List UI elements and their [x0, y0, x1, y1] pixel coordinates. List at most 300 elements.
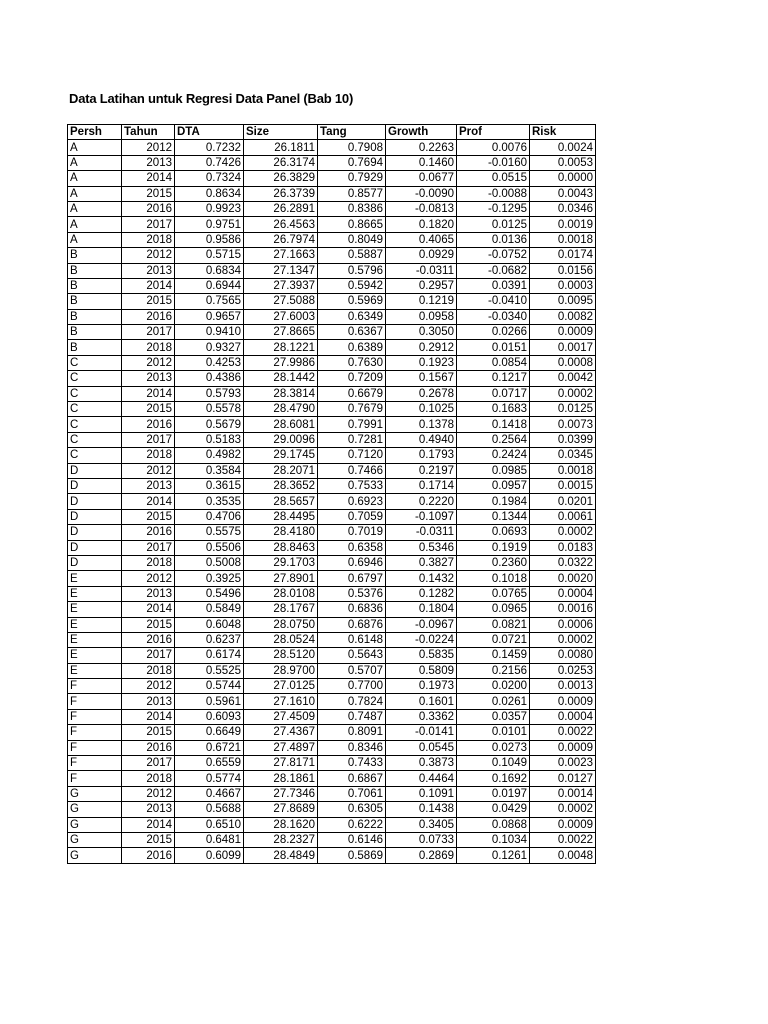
- cell-tahun: 2015: [122, 725, 175, 740]
- cell-dta: 0.7324: [175, 171, 244, 186]
- cell-persh: B: [68, 340, 122, 355]
- cell-tahun: 2015: [122, 617, 175, 632]
- cell-risk: 0.0008: [530, 355, 596, 370]
- cell-size: 27.7346: [244, 786, 318, 801]
- cell-growth: -0.0813: [386, 201, 457, 216]
- cell-growth: 0.3050: [386, 325, 457, 340]
- cell-growth: 0.3827: [386, 555, 457, 570]
- table-row: [68, 571, 596, 586]
- cell-persh: C: [68, 371, 122, 386]
- cell-size: 27.1610: [244, 694, 318, 709]
- table-row: [68, 555, 596, 570]
- cell-prof: 0.0125: [457, 217, 530, 232]
- cell-growth: 0.1820: [386, 217, 457, 232]
- table-row: [68, 679, 596, 694]
- cell-tahun: 2012: [122, 463, 175, 478]
- table-row: [68, 786, 596, 801]
- cell-tahun: 2016: [122, 632, 175, 647]
- cell-size: 29.1703: [244, 555, 318, 570]
- cell-growth: 0.1973: [386, 679, 457, 694]
- cell-size: 28.1620: [244, 817, 318, 832]
- cell-growth: 0.2678: [386, 386, 457, 401]
- cell-prof: 0.0200: [457, 679, 530, 694]
- cell-risk: 0.0009: [530, 740, 596, 755]
- cell-tahun: 2012: [122, 248, 175, 263]
- table-row: [68, 294, 596, 309]
- cell-dta: 0.3615: [175, 478, 244, 493]
- cell-tang: 0.7120: [318, 448, 386, 463]
- cell-risk: 0.0002: [530, 632, 596, 647]
- cell-prof: 0.0357: [457, 709, 530, 724]
- cell-dta: 0.5008: [175, 555, 244, 570]
- cell-prof: -0.1295: [457, 201, 530, 216]
- cell-dta: 0.6559: [175, 756, 244, 771]
- cell-size: 28.4180: [244, 525, 318, 540]
- cell-persh: A: [68, 217, 122, 232]
- cell-growth: 0.3362: [386, 709, 457, 724]
- cell-growth: 0.4464: [386, 771, 457, 786]
- cell-prof: 0.0965: [457, 602, 530, 617]
- cell-size: 27.0125: [244, 679, 318, 694]
- cell-growth: 0.1438: [386, 802, 457, 817]
- cell-size: 26.3174: [244, 155, 318, 170]
- cell-risk: 0.0019: [530, 217, 596, 232]
- cell-growth: -0.0090: [386, 186, 457, 201]
- cell-size: 29.1745: [244, 448, 318, 463]
- cell-size: 28.0524: [244, 632, 318, 647]
- cell-risk: 0.0023: [530, 756, 596, 771]
- cell-persh: B: [68, 248, 122, 263]
- table-row: [68, 140, 596, 155]
- cell-prof: 0.0266: [457, 325, 530, 340]
- cell-size: 26.4563: [244, 217, 318, 232]
- cell-tang: 0.8049: [318, 232, 386, 247]
- cell-size: 28.1221: [244, 340, 318, 355]
- table-row: [68, 448, 596, 463]
- cell-dta: 0.5793: [175, 386, 244, 401]
- column-header-tahun: Tahun: [122, 125, 175, 140]
- column-header-tang: Tang: [318, 125, 386, 140]
- cell-size: 26.1811: [244, 140, 318, 155]
- cell-dta: 0.6721: [175, 740, 244, 755]
- cell-growth: 0.2263: [386, 140, 457, 155]
- table-row: [68, 371, 596, 386]
- cell-tang: 0.7487: [318, 709, 386, 724]
- cell-size: 28.4849: [244, 848, 318, 863]
- cell-tahun: 2014: [122, 386, 175, 401]
- cell-dta: 0.9657: [175, 309, 244, 324]
- cell-tang: 0.7209: [318, 371, 386, 386]
- cell-risk: 0.0399: [530, 432, 596, 447]
- cell-tang: 0.7059: [318, 509, 386, 524]
- cell-dta: 0.3584: [175, 463, 244, 478]
- cell-growth: 0.5346: [386, 540, 457, 555]
- cell-risk: 0.0018: [530, 463, 596, 478]
- cell-tang: 0.7533: [318, 478, 386, 493]
- cell-persh: D: [68, 478, 122, 493]
- table-row: [68, 802, 596, 817]
- cell-prof: 0.0957: [457, 478, 530, 493]
- cell-tang: 0.7991: [318, 417, 386, 432]
- cell-prof: 0.0429: [457, 802, 530, 817]
- table-row: [68, 155, 596, 170]
- cell-dta: 0.6048: [175, 617, 244, 632]
- cell-tang: 0.5707: [318, 663, 386, 678]
- cell-persh: F: [68, 771, 122, 786]
- document-title: Data Latihan untuk Regresi Data Panel (Bab 10): [69, 91, 354, 106]
- cell-growth: 0.1460: [386, 155, 457, 170]
- cell-size: 28.4790: [244, 402, 318, 417]
- cell-tang: 0.7700: [318, 679, 386, 694]
- table-row: [68, 355, 596, 370]
- cell-growth: 0.4940: [386, 432, 457, 447]
- cell-risk: 0.0174: [530, 248, 596, 263]
- table-row: [68, 171, 596, 186]
- table-row: [68, 832, 596, 847]
- cell-tahun: 2015: [122, 186, 175, 201]
- cell-tahun: 2014: [122, 171, 175, 186]
- cell-tahun: 2018: [122, 340, 175, 355]
- table-row: [68, 525, 596, 540]
- cell-dta: 0.8634: [175, 186, 244, 201]
- cell-tahun: 2017: [122, 217, 175, 232]
- cell-persh: D: [68, 540, 122, 555]
- cell-growth: -0.0967: [386, 617, 457, 632]
- cell-tahun: 2018: [122, 232, 175, 247]
- cell-risk: 0.0009: [530, 817, 596, 832]
- cell-risk: 0.0080: [530, 648, 596, 663]
- cell-tahun: 2015: [122, 509, 175, 524]
- table-row: [68, 756, 596, 771]
- table-row: [68, 402, 596, 417]
- cell-growth: 0.1923: [386, 355, 457, 370]
- cell-prof: 0.0985: [457, 463, 530, 478]
- cell-risk: 0.0017: [530, 340, 596, 355]
- cell-tang: 0.7630: [318, 355, 386, 370]
- cell-dta: 0.5961: [175, 694, 244, 709]
- table-row: [68, 494, 596, 509]
- cell-tang: 0.5869: [318, 848, 386, 863]
- table-row: [68, 848, 596, 863]
- column-header-prof: Prof: [457, 125, 530, 140]
- cell-growth: 0.2220: [386, 494, 457, 509]
- cell-tahun: 2013: [122, 155, 175, 170]
- cell-growth: -0.1097: [386, 509, 457, 524]
- cell-size: 28.4495: [244, 509, 318, 524]
- cell-size: 28.1767: [244, 602, 318, 617]
- table-row: [68, 602, 596, 617]
- cell-dta: 0.3925: [175, 571, 244, 586]
- cell-growth: 0.2912: [386, 340, 457, 355]
- cell-risk: 0.0127: [530, 771, 596, 786]
- cell-risk: 0.0004: [530, 709, 596, 724]
- cell-dta: 0.5774: [175, 771, 244, 786]
- cell-growth: 0.1378: [386, 417, 457, 432]
- cell-size: 27.3937: [244, 278, 318, 293]
- cell-risk: 0.0183: [530, 540, 596, 555]
- cell-tang: 0.7466: [318, 463, 386, 478]
- column-header-growth: Growth: [386, 125, 457, 140]
- cell-dta: 0.5575: [175, 525, 244, 540]
- cell-dta: 0.6834: [175, 263, 244, 278]
- cell-growth: 0.4065: [386, 232, 457, 247]
- cell-size: 26.3829: [244, 171, 318, 186]
- cell-tahun: 2016: [122, 848, 175, 863]
- cell-tang: 0.5796: [318, 263, 386, 278]
- column-header-size: Size: [244, 125, 318, 140]
- cell-size: 28.1861: [244, 771, 318, 786]
- table-row: [68, 709, 596, 724]
- table-row: [68, 648, 596, 663]
- cell-dta: 0.5506: [175, 540, 244, 555]
- table-row: [68, 586, 596, 601]
- cell-persh: E: [68, 617, 122, 632]
- cell-dta: 0.6093: [175, 709, 244, 724]
- cell-dta: 0.5578: [175, 402, 244, 417]
- cell-risk: 0.0346: [530, 201, 596, 216]
- cell-risk: 0.0024: [530, 140, 596, 155]
- cell-growth: 0.0958: [386, 309, 457, 324]
- cell-size: 28.6081: [244, 417, 318, 432]
- cell-tahun: 2017: [122, 756, 175, 771]
- cell-prof: 0.0273: [457, 740, 530, 755]
- cell-growth: 0.1793: [386, 448, 457, 463]
- cell-tahun: 2016: [122, 417, 175, 432]
- cell-dta: 0.7426: [175, 155, 244, 170]
- cell-prof: 0.0136: [457, 232, 530, 247]
- cell-tahun: 2016: [122, 740, 175, 755]
- cell-tahun: 2015: [122, 294, 175, 309]
- cell-risk: 0.0016: [530, 602, 596, 617]
- table-row: [68, 617, 596, 632]
- cell-growth: 0.1567: [386, 371, 457, 386]
- table-row: [68, 186, 596, 201]
- cell-size: 27.4367: [244, 725, 318, 740]
- cell-growth: 0.0677: [386, 171, 457, 186]
- cell-risk: 0.0322: [530, 555, 596, 570]
- cell-tang: 0.6148: [318, 632, 386, 647]
- cell-prof: 0.1049: [457, 756, 530, 771]
- cell-prof: 0.0197: [457, 786, 530, 801]
- cell-dta: 0.5679: [175, 417, 244, 432]
- cell-tahun: 2013: [122, 802, 175, 817]
- cell-dta: 0.6174: [175, 648, 244, 663]
- table-row: [68, 771, 596, 786]
- cell-risk: 0.0006: [530, 617, 596, 632]
- cell-growth: 0.1804: [386, 602, 457, 617]
- cell-prof: 0.1418: [457, 417, 530, 432]
- cell-persh: B: [68, 278, 122, 293]
- cell-tahun: 2013: [122, 478, 175, 493]
- cell-risk: 0.0253: [530, 663, 596, 678]
- cell-tang: 0.5969: [318, 294, 386, 309]
- cell-tang: 0.6305: [318, 802, 386, 817]
- table-row: [68, 478, 596, 493]
- cell-risk: 0.0345: [530, 448, 596, 463]
- cell-risk: 0.0000: [530, 171, 596, 186]
- cell-persh: G: [68, 802, 122, 817]
- table-row: [68, 817, 596, 832]
- cell-persh: G: [68, 786, 122, 801]
- cell-growth: 0.1025: [386, 402, 457, 417]
- cell-size: 26.7974: [244, 232, 318, 247]
- cell-persh: B: [68, 263, 122, 278]
- cell-tang: 0.7433: [318, 756, 386, 771]
- cell-tang: 0.7281: [318, 432, 386, 447]
- cell-tahun: 2014: [122, 817, 175, 832]
- cell-size: 28.3814: [244, 386, 318, 401]
- cell-tang: 0.8346: [318, 740, 386, 755]
- table-row: [68, 740, 596, 755]
- cell-size: 28.0750: [244, 617, 318, 632]
- table-row: [68, 263, 596, 278]
- cell-risk: 0.0053: [530, 155, 596, 170]
- cell-tang: 0.8665: [318, 217, 386, 232]
- cell-prof: 0.1919: [457, 540, 530, 555]
- table-row: [68, 340, 596, 355]
- cell-dta: 0.6481: [175, 832, 244, 847]
- cell-dta: 0.6649: [175, 725, 244, 740]
- cell-dta: 0.9327: [175, 340, 244, 355]
- cell-persh: G: [68, 832, 122, 847]
- cell-tang: 0.5942: [318, 278, 386, 293]
- cell-dta: 0.4386: [175, 371, 244, 386]
- table-row: [68, 632, 596, 647]
- cell-prof: 0.0854: [457, 355, 530, 370]
- cell-tang: 0.7679: [318, 402, 386, 417]
- cell-tahun: 2014: [122, 709, 175, 724]
- cell-tang: 0.6367: [318, 325, 386, 340]
- cell-growth: 0.0929: [386, 248, 457, 263]
- cell-persh: G: [68, 817, 122, 832]
- cell-persh: B: [68, 309, 122, 324]
- cell-dta: 0.5183: [175, 432, 244, 447]
- cell-risk: 0.0095: [530, 294, 596, 309]
- cell-persh: A: [68, 171, 122, 186]
- cell-dta: 0.6237: [175, 632, 244, 647]
- cell-growth: -0.0311: [386, 263, 457, 278]
- cell-size: 28.5657: [244, 494, 318, 509]
- cell-growth: 0.1091: [386, 786, 457, 801]
- column-header-dta: DTA: [175, 125, 244, 140]
- cell-risk: 0.0002: [530, 386, 596, 401]
- cell-tahun: 2013: [122, 263, 175, 278]
- cell-tang: 0.7694: [318, 155, 386, 170]
- cell-tang: 0.6389: [318, 340, 386, 355]
- cell-dta: 0.4982: [175, 448, 244, 463]
- cell-growth: 0.1282: [386, 586, 457, 601]
- cell-prof: 0.2360: [457, 555, 530, 570]
- cell-growth: 0.1219: [386, 294, 457, 309]
- cell-prof: 0.2564: [457, 432, 530, 447]
- table-row: [68, 201, 596, 216]
- cell-persh: C: [68, 386, 122, 401]
- cell-persh: E: [68, 663, 122, 678]
- table-row: [68, 509, 596, 524]
- table-row: [68, 725, 596, 740]
- cell-growth: 0.3405: [386, 817, 457, 832]
- cell-tang: 0.6836: [318, 602, 386, 617]
- cell-risk: 0.0043: [530, 186, 596, 201]
- cell-growth: 0.0545: [386, 740, 457, 755]
- cell-size: 27.8171: [244, 756, 318, 771]
- cell-size: 27.8665: [244, 325, 318, 340]
- cell-growth: 0.2197: [386, 463, 457, 478]
- cell-growth: 0.5835: [386, 648, 457, 663]
- cell-tahun: 2014: [122, 602, 175, 617]
- cell-prof: 0.1344: [457, 509, 530, 524]
- cell-growth: 0.1714: [386, 478, 457, 493]
- cell-tahun: 2012: [122, 786, 175, 801]
- cell-growth: 0.1432: [386, 571, 457, 586]
- cell-persh: F: [68, 694, 122, 709]
- cell-tahun: 2016: [122, 201, 175, 216]
- cell-prof: 0.1034: [457, 832, 530, 847]
- table-row: [68, 663, 596, 678]
- cell-tahun: 2013: [122, 371, 175, 386]
- cell-persh: B: [68, 325, 122, 340]
- cell-risk: 0.0022: [530, 832, 596, 847]
- cell-prof: 0.0515: [457, 171, 530, 186]
- cell-persh: E: [68, 571, 122, 586]
- cell-risk: 0.0125: [530, 402, 596, 417]
- cell-tang: 0.6867: [318, 771, 386, 786]
- cell-tang: 0.7019: [318, 525, 386, 540]
- cell-prof: 0.0821: [457, 617, 530, 632]
- cell-growth: -0.0311: [386, 525, 457, 540]
- cell-tang: 0.6679: [318, 386, 386, 401]
- cell-prof: 0.0261: [457, 694, 530, 709]
- cell-tang: 0.8091: [318, 725, 386, 740]
- cell-persh: D: [68, 509, 122, 524]
- cell-growth: 0.0733: [386, 832, 457, 847]
- cell-dta: 0.5744: [175, 679, 244, 694]
- cell-size: 27.4897: [244, 740, 318, 755]
- cell-tahun: 2013: [122, 586, 175, 601]
- cell-risk: 0.0013: [530, 679, 596, 694]
- cell-prof: 0.1261: [457, 848, 530, 863]
- cell-risk: 0.0015: [530, 478, 596, 493]
- cell-tahun: 2014: [122, 494, 175, 509]
- cell-prof: 0.1018: [457, 571, 530, 586]
- cell-tahun: 2018: [122, 555, 175, 570]
- cell-prof: 0.0076: [457, 140, 530, 155]
- cell-dta: 0.6510: [175, 817, 244, 832]
- cell-prof: 0.0868: [457, 817, 530, 832]
- cell-prof: 0.2424: [457, 448, 530, 463]
- cell-persh: E: [68, 632, 122, 647]
- cell-dta: 0.5525: [175, 663, 244, 678]
- cell-tang: 0.6923: [318, 494, 386, 509]
- cell-dta: 0.6099: [175, 848, 244, 863]
- table-row: [68, 694, 596, 709]
- panel-data-table: [67, 124, 596, 864]
- cell-tahun: 2017: [122, 648, 175, 663]
- table-row: [68, 217, 596, 232]
- cell-persh: E: [68, 586, 122, 601]
- cell-risk: 0.0042: [530, 371, 596, 386]
- cell-risk: 0.0073: [530, 417, 596, 432]
- cell-persh: F: [68, 709, 122, 724]
- cell-persh: C: [68, 448, 122, 463]
- cell-tang: 0.6876: [318, 617, 386, 632]
- cell-prof: 0.0101: [457, 725, 530, 740]
- cell-prof: -0.0410: [457, 294, 530, 309]
- cell-tang: 0.7061: [318, 786, 386, 801]
- cell-risk: 0.0002: [530, 525, 596, 540]
- cell-size: 27.5088: [244, 294, 318, 309]
- cell-persh: E: [68, 648, 122, 663]
